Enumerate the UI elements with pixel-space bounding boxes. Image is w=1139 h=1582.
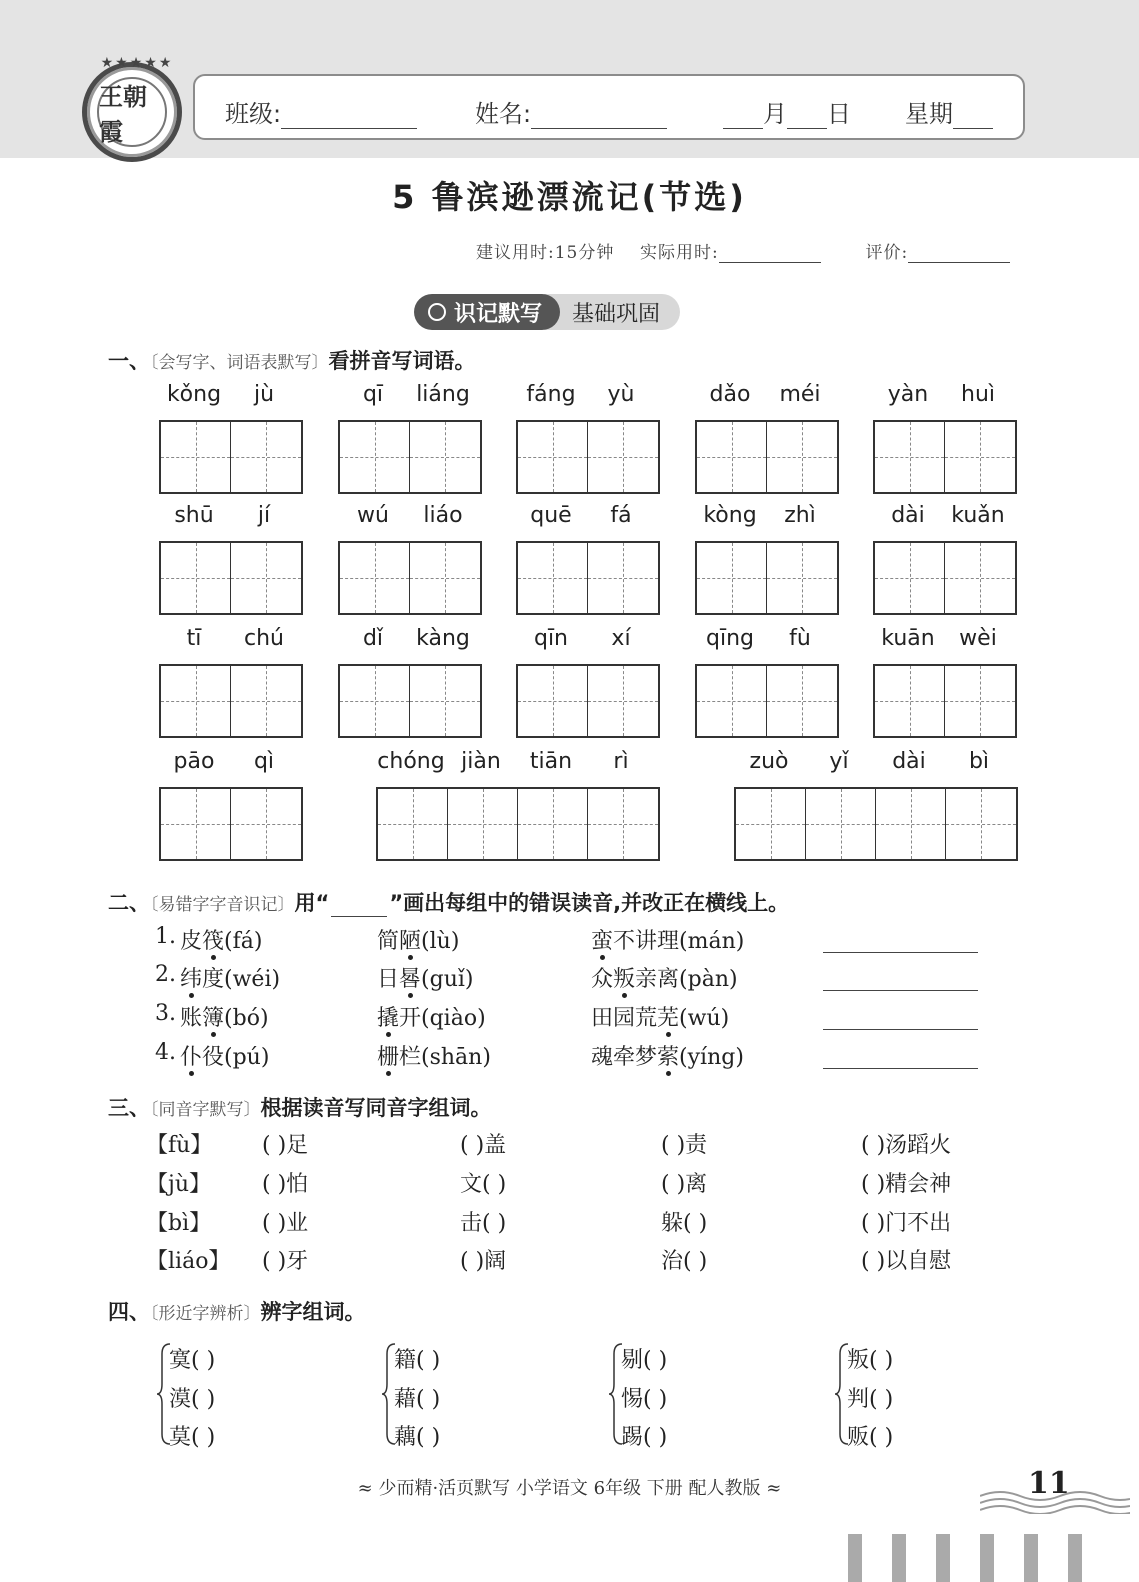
homophone-blank[interactable]: ( )门不出 bbox=[861, 1211, 952, 1236]
month-label: 月 bbox=[763, 100, 787, 128]
writing-cell[interactable] bbox=[767, 543, 837, 613]
homophone-blank[interactable]: ( )足 bbox=[262, 1133, 309, 1158]
pinyin-syllable: shū bbox=[174, 503, 214, 528]
pinyin-syllable: kǒng bbox=[166, 382, 222, 407]
pinyin-syllable: jiàn bbox=[461, 749, 501, 774]
pinyin-syllable: dài bbox=[891, 503, 925, 528]
writing-boxes bbox=[338, 541, 482, 615]
word-b: 日晷(guǐ) bbox=[377, 962, 474, 993]
star-icon: ★★★★★ bbox=[100, 55, 174, 71]
writing-boxes bbox=[873, 420, 1017, 494]
pinyin-syllable: liáng bbox=[416, 382, 470, 407]
writing-cell[interactable] bbox=[448, 789, 518, 859]
writing-cell[interactable] bbox=[410, 666, 480, 736]
pinyin-syllable: kàng bbox=[416, 626, 470, 651]
correction-blank[interactable] bbox=[823, 952, 978, 953]
homophone-pinyin: 【jù】 bbox=[146, 1172, 211, 1197]
weekday-field[interactable] bbox=[905, 94, 993, 129]
pinyin-syllable: jù bbox=[253, 382, 275, 407]
writing-cell[interactable] bbox=[588, 543, 658, 613]
correction-blank[interactable] bbox=[823, 1068, 978, 1069]
pinyin-syllable: méi bbox=[779, 382, 821, 407]
item-number: 2. bbox=[155, 962, 176, 987]
similar-char-item[interactable]: 莫( ) bbox=[169, 1425, 216, 1450]
homophone-blank[interactable]: 文( ) bbox=[460, 1172, 507, 1197]
word-b: 栅栏(shān) bbox=[377, 1040, 491, 1071]
writing-boxes bbox=[159, 664, 303, 738]
writing-boxes bbox=[516, 664, 660, 738]
writing-cell[interactable] bbox=[161, 666, 231, 736]
similar-char-item[interactable]: 藕( ) bbox=[394, 1425, 441, 1450]
writing-cell[interactable] bbox=[875, 666, 945, 736]
word-c: 众叛亲离(pàn) bbox=[591, 962, 738, 993]
similar-char-item[interactable]: 惕( ) bbox=[621, 1387, 668, 1412]
writing-cell[interactable] bbox=[340, 543, 410, 613]
writing-cell[interactable] bbox=[876, 789, 946, 859]
homophone-blank[interactable]: 击( ) bbox=[460, 1211, 507, 1236]
writing-cell[interactable] bbox=[806, 789, 876, 859]
pinyin-syllable: jí bbox=[257, 503, 271, 528]
pinyin-syllable: wèi bbox=[959, 626, 997, 651]
similar-char-item[interactable]: 籍( ) bbox=[394, 1348, 441, 1373]
pinyin-syllable: rì bbox=[613, 749, 629, 774]
homophone-blank[interactable]: ( )怕 bbox=[262, 1172, 309, 1197]
pinyin-syllable: yù bbox=[607, 382, 635, 407]
writing-cell[interactable] bbox=[518, 666, 588, 736]
item-number: 1. bbox=[155, 924, 176, 949]
actual-time-field[interactable] bbox=[719, 243, 821, 263]
writing-cell[interactable] bbox=[946, 789, 1016, 859]
writing-boxes bbox=[159, 420, 303, 494]
pinyin-syllable: dǎo bbox=[709, 382, 751, 407]
writing-cell[interactable] bbox=[588, 422, 658, 492]
pinyin-syllable: kòng bbox=[703, 503, 757, 528]
rating-label: 评价: bbox=[865, 243, 909, 263]
section3-heading: 三、〔同音字默写〕根据读音写同音字组词。 bbox=[108, 1096, 492, 1120]
homophone-blank[interactable]: ( )离 bbox=[661, 1172, 708, 1197]
actual-time-label: 实际用时: bbox=[639, 243, 719, 263]
section2-heading: 二、〔易错字字音识记〕用“ ”画出每组中的错误读音,并改正在横线上。 bbox=[108, 891, 790, 915]
pinyin-syllable: bì bbox=[968, 749, 990, 774]
suggested-time: 建议用时:15分钟 bbox=[476, 243, 615, 263]
pinyin-syllable: xí bbox=[611, 626, 631, 651]
writing-cell[interactable] bbox=[697, 422, 767, 492]
pinyin-syllable: qīn bbox=[533, 626, 569, 651]
pinyin-syllable: kuǎn bbox=[951, 503, 1005, 528]
homophone-blank[interactable]: ( )牙 bbox=[262, 1249, 309, 1274]
writing-cell[interactable] bbox=[410, 422, 480, 492]
badge-right-label: 基础巩固 bbox=[572, 301, 661, 327]
homophone-blank[interactable]: ( )业 bbox=[262, 1211, 309, 1236]
word-a: 仆役(pú) bbox=[180, 1040, 269, 1071]
writing-boxes bbox=[516, 420, 660, 494]
writing-cell[interactable] bbox=[231, 666, 301, 736]
homophone-blank[interactable]: ( )汤蹈火 bbox=[861, 1133, 952, 1158]
class-label: 班级: bbox=[225, 100, 282, 128]
page-number: 11 bbox=[1028, 1466, 1070, 1501]
word-b: 撬开(qiào) bbox=[377, 1001, 486, 1032]
writing-cell[interactable] bbox=[518, 789, 588, 859]
pinyin-syllable: yǐ bbox=[829, 749, 849, 774]
medal-icon bbox=[428, 303, 446, 321]
pinyin-syllable: chú bbox=[244, 626, 284, 651]
writing-boxes bbox=[159, 541, 303, 615]
weekday-label: 星期 bbox=[905, 100, 953, 128]
writing-cell[interactable] bbox=[231, 422, 301, 492]
page-title: 5 鲁滨逊漂流记(节选) bbox=[392, 178, 747, 216]
pinyin-syllable: kuān bbox=[881, 626, 935, 651]
writing-boxes bbox=[338, 664, 482, 738]
pinyin-syllable: dài bbox=[892, 749, 926, 774]
writing-cell[interactable] bbox=[340, 666, 410, 736]
item-number: 3. bbox=[155, 1001, 176, 1026]
writing-cell[interactable] bbox=[161, 422, 231, 492]
class-field[interactable] bbox=[225, 94, 417, 129]
name-label: 姓名: bbox=[475, 100, 532, 128]
writing-cell[interactable] bbox=[945, 422, 1015, 492]
homophone-pinyin: 【fù】 bbox=[146, 1133, 213, 1158]
writing-boxes bbox=[695, 664, 839, 738]
item-number: 4. bbox=[155, 1040, 176, 1065]
homophone-pinyin: 【liáo】 bbox=[146, 1249, 231, 1274]
homophone-blank[interactable]: ( )以自慰 bbox=[861, 1249, 952, 1274]
pinyin-syllable: chóng bbox=[377, 749, 445, 774]
homophone-blank[interactable]: 治( ) bbox=[661, 1249, 708, 1274]
similar-char-item[interactable]: 剔( ) bbox=[621, 1348, 668, 1373]
homophone-blank[interactable]: ( )精会神 bbox=[861, 1172, 952, 1197]
writing-cell[interactable] bbox=[767, 422, 837, 492]
word-a: 纬度(wéi) bbox=[180, 962, 280, 993]
writing-boxes bbox=[376, 787, 660, 861]
writing-cell[interactable] bbox=[697, 666, 767, 736]
writing-boxes bbox=[516, 541, 660, 615]
writing-boxes bbox=[338, 420, 482, 494]
correction-blank[interactable] bbox=[823, 1029, 978, 1030]
pinyin-syllable: fá bbox=[610, 503, 632, 528]
pinyin-syllable: fù bbox=[789, 626, 811, 651]
homophone-blank[interactable]: ( )阔 bbox=[460, 1249, 507, 1274]
similar-char-item[interactable]: 藉( ) bbox=[394, 1387, 441, 1412]
word-c: 魂牵梦萦(yíng) bbox=[591, 1040, 744, 1071]
day-label: 日 bbox=[827, 100, 851, 128]
similar-char-item[interactable]: 寞( ) bbox=[169, 1348, 216, 1373]
pinyin-syllable: wú bbox=[357, 503, 389, 528]
writing-cell[interactable] bbox=[340, 422, 410, 492]
writing-cell[interactable] bbox=[945, 666, 1015, 736]
similar-char-item[interactable]: 漠( ) bbox=[169, 1387, 216, 1412]
student-info-box bbox=[193, 74, 1025, 140]
writing-cell[interactable] bbox=[161, 543, 231, 613]
rating-field[interactable] bbox=[908, 243, 1010, 263]
homophone-blank[interactable]: ( )责 bbox=[661, 1133, 708, 1158]
date-field[interactable] bbox=[723, 94, 851, 129]
writing-cell[interactable] bbox=[588, 666, 658, 736]
writing-cell[interactable] bbox=[697, 543, 767, 613]
writing-cell[interactable] bbox=[736, 789, 806, 859]
similar-char-item[interactable]: 贩( ) bbox=[847, 1425, 894, 1450]
pinyin-syllable: fáng bbox=[526, 382, 576, 407]
writing-cell[interactable] bbox=[231, 789, 301, 859]
word-a: 账簿(bó) bbox=[180, 1001, 269, 1032]
pinyin-syllable: dǐ bbox=[362, 626, 384, 651]
word-a: 皮筏(fá) bbox=[180, 924, 262, 955]
writing-boxes bbox=[159, 787, 303, 861]
section-badge bbox=[414, 294, 680, 330]
writing-cell[interactable] bbox=[875, 422, 945, 492]
timing-row bbox=[476, 238, 1010, 263]
logo-text: 王朝霞 bbox=[97, 77, 167, 147]
writing-cell[interactable] bbox=[518, 422, 588, 492]
writing-cell[interactable] bbox=[231, 543, 301, 613]
writing-cell[interactable] bbox=[410, 543, 480, 613]
word-c: 蛮不讲理(mán) bbox=[591, 924, 744, 955]
similar-char-item[interactable]: 踢( ) bbox=[621, 1425, 668, 1450]
pinyin-syllable: tiān bbox=[529, 749, 573, 774]
section1-heading: 一、〔会写字、词语表默写〕看拼音写词语。 bbox=[108, 349, 476, 373]
writing-cell[interactable] bbox=[588, 789, 658, 859]
writing-boxes bbox=[695, 420, 839, 494]
homophone-pinyin: 【bì】 bbox=[146, 1211, 212, 1236]
publisher-logo bbox=[82, 55, 182, 162]
writing-boxes bbox=[734, 787, 1018, 861]
pinyin-syllable: yàn bbox=[887, 382, 929, 407]
section4-heading: 四、〔形近字辨析〕辨字组词。 bbox=[108, 1300, 366, 1324]
pinyin-syllable: qì bbox=[253, 749, 275, 774]
footer-text: ≈ 少而精·活页默写 小学语文 6年级 下册 配人教版 ≈ bbox=[357, 1478, 782, 1499]
wave-decoration bbox=[980, 1484, 1130, 1514]
pinyin-syllable: quē bbox=[530, 503, 572, 528]
writing-cell[interactable] bbox=[518, 543, 588, 613]
writing-cell[interactable] bbox=[945, 543, 1015, 613]
pinyin-syllable: qīng bbox=[706, 626, 754, 651]
pinyin-syllable: huì bbox=[961, 382, 995, 407]
writing-cell[interactable] bbox=[875, 543, 945, 613]
similar-char-item[interactable]: 判( ) bbox=[847, 1387, 894, 1412]
badge-left-label: 识记默写 bbox=[454, 301, 543, 327]
homophone-blank[interactable]: ( )盖 bbox=[460, 1133, 507, 1158]
word-b: 简陋(lù) bbox=[377, 924, 459, 955]
writing-boxes bbox=[873, 541, 1017, 615]
pinyin-syllable: zuò bbox=[749, 749, 789, 774]
pinyin-syllable: pāo bbox=[173, 749, 215, 774]
writing-cell[interactable] bbox=[161, 789, 231, 859]
name-field[interactable] bbox=[475, 94, 667, 129]
similar-char-item[interactable]: 叛( ) bbox=[847, 1348, 894, 1373]
word-c: 田园荒芜(wú) bbox=[591, 1001, 729, 1032]
homophone-blank[interactable]: 躲( ) bbox=[661, 1211, 708, 1236]
writing-cell[interactable] bbox=[378, 789, 448, 859]
writing-boxes bbox=[873, 664, 1017, 738]
pinyin-syllable: liáo bbox=[423, 503, 463, 528]
pinyin-syllable: qī bbox=[362, 382, 384, 407]
correction-blank[interactable] bbox=[823, 990, 978, 991]
pinyin-syllable: tī bbox=[186, 626, 202, 651]
pinyin-syllable: zhì bbox=[784, 503, 816, 528]
writing-cell[interactable] bbox=[767, 666, 837, 736]
writing-boxes bbox=[695, 541, 839, 615]
